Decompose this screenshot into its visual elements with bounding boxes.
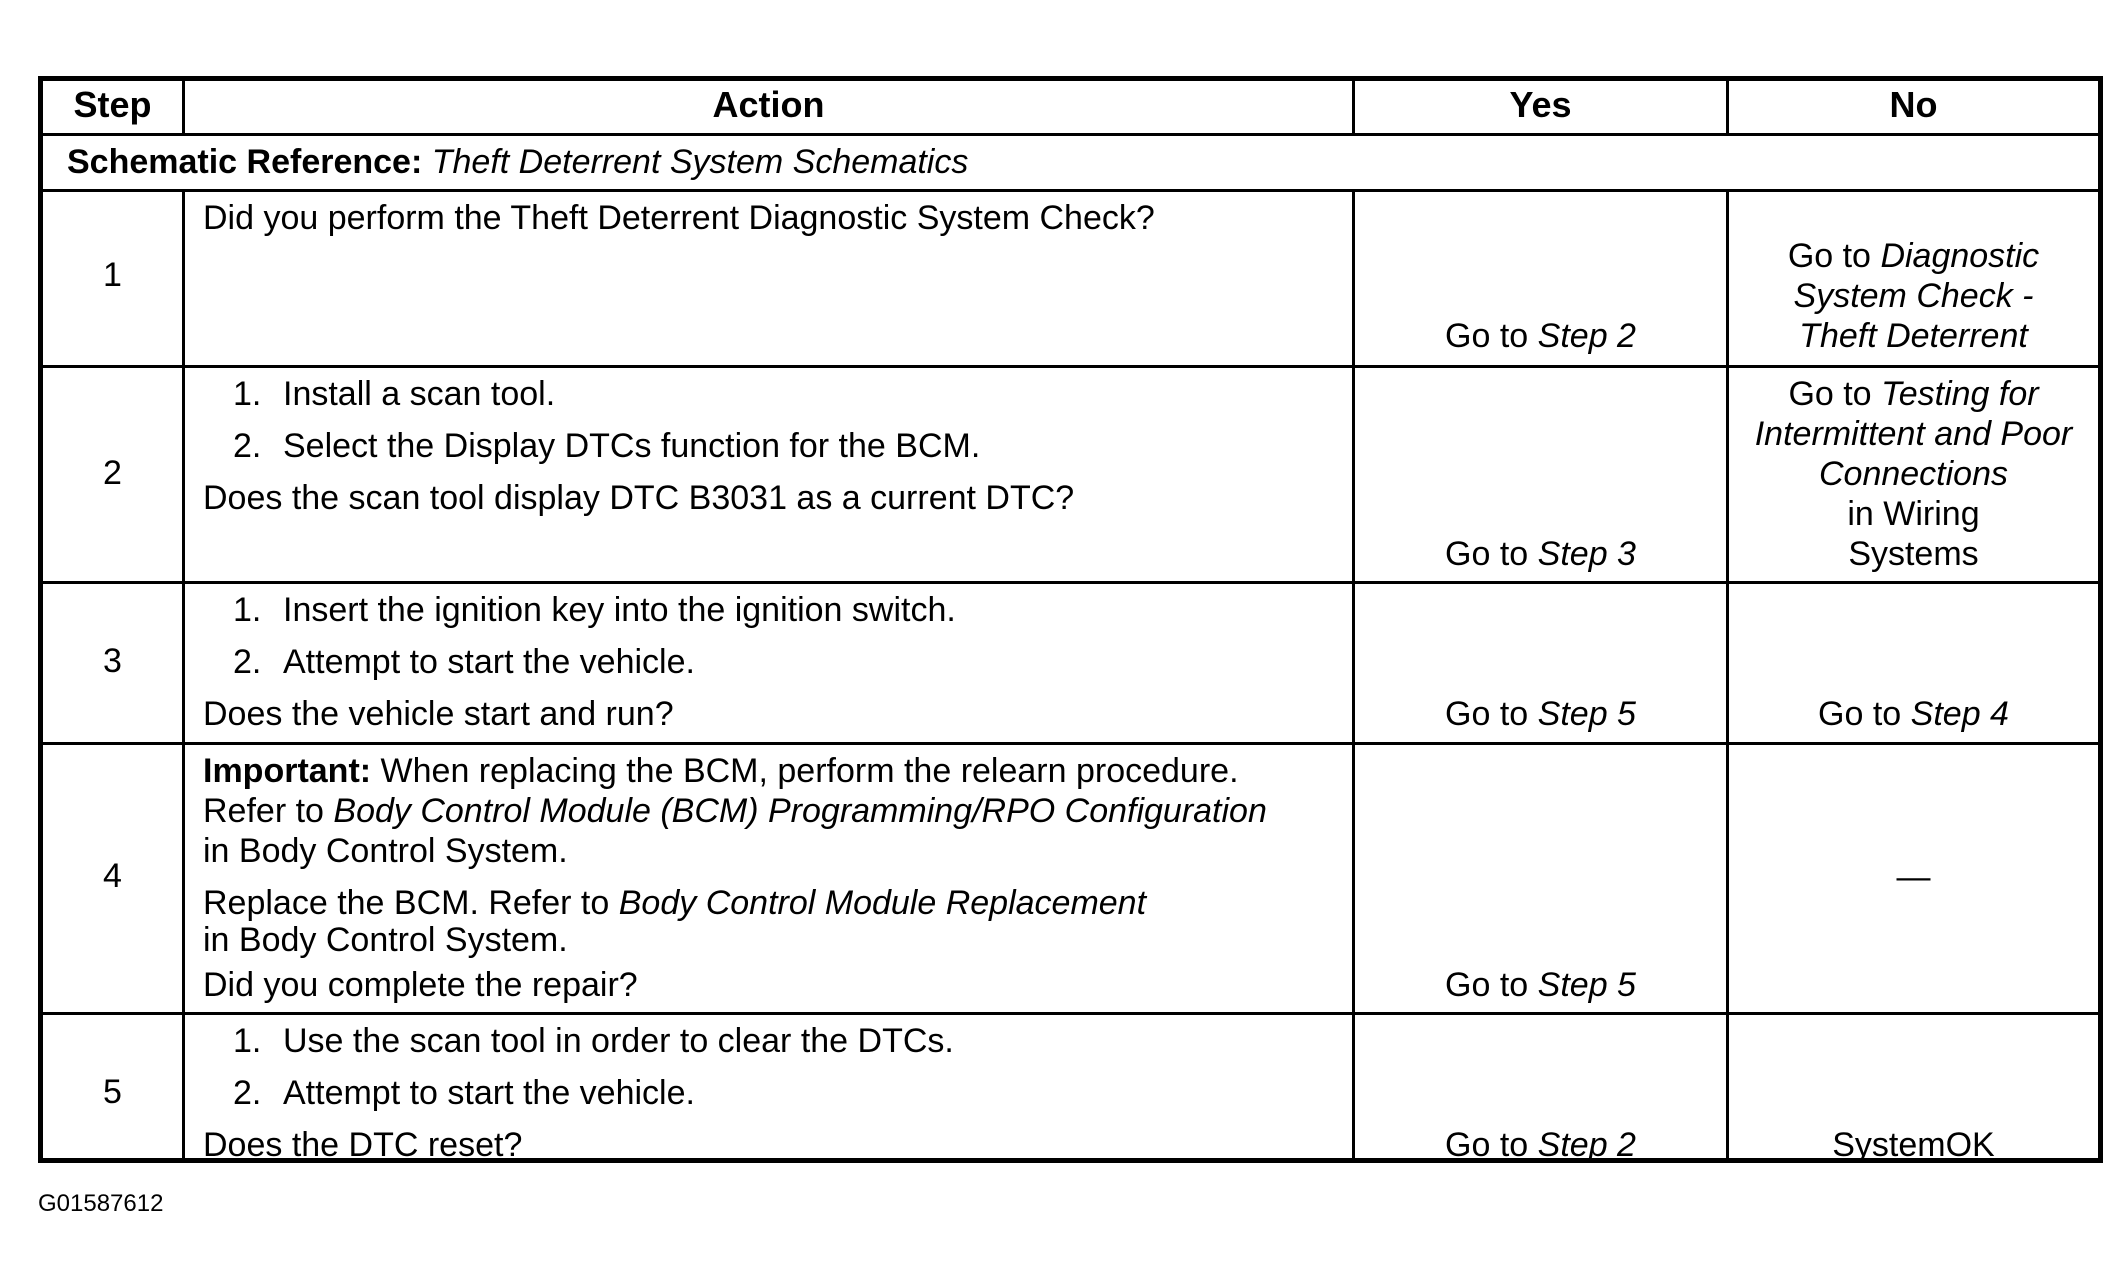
- replace-suffix: in Body Control System.: [203, 921, 568, 959]
- step-cell: [43, 584, 185, 742]
- action-question: Does the vehicle start and run?: [203, 695, 674, 733]
- schematic-reference-label: Schematic Reference:: [67, 143, 423, 181]
- header-no: No: [1889, 84, 1938, 125]
- yes-cell: [1355, 1015, 1729, 1164]
- goto-step-link[interactable]: Step 5: [1537, 695, 1636, 733]
- goto-prefix: Go to: [1445, 966, 1529, 1004]
- yes-goto: [1355, 534, 1726, 574]
- yes-goto: [1355, 694, 1726, 734]
- yes-goto: [1355, 316, 1726, 356]
- step-number: 1: [103, 256, 122, 294]
- yes-goto: [1355, 965, 1726, 1005]
- goto-link[interactable]: Testing for: [1881, 375, 2039, 413]
- step-number: 2: [103, 454, 122, 492]
- list-item: [203, 590, 1344, 630]
- goto-link-line[interactable]: System Check -: [1793, 277, 2034, 315]
- list-text: Select the Display DTCs function for the BCM.: [283, 427, 981, 465]
- header-step: Step: [43, 81, 185, 133]
- replace-line: [203, 883, 1344, 923]
- list-text: Insert the ignition key into the ignition switch.: [283, 591, 956, 629]
- goto-link-line[interactable]: Theft Deterrent: [1799, 317, 2028, 355]
- goto-link-line[interactable]: Connections: [1818, 455, 2008, 493]
- figure-id: G01587612: [38, 1190, 164, 1217]
- goto-step-link[interactable]: Step 2: [1537, 1126, 1636, 1164]
- refer-line: [203, 791, 1344, 831]
- diagnostic-table: [38, 76, 2103, 1163]
- action-cell: [185, 192, 1355, 365]
- table-row-step-3: [43, 584, 2098, 745]
- goto-link[interactable]: Diagnostic: [1880, 237, 2040, 275]
- step-cell: [43, 368, 185, 581]
- refer-link[interactable]: Body Control Module (BCM) Programming/RPO Configuration: [333, 792, 1267, 830]
- goto-prefix: Go to: [1445, 695, 1529, 733]
- table-row-step-5: [43, 1015, 2098, 1164]
- no-cell: [1729, 584, 2098, 742]
- goto-step-link[interactable]: Step 4: [1910, 695, 2009, 733]
- goto-link-line[interactable]: Intermittent and Poor: [1754, 415, 2073, 453]
- important-note: [203, 751, 1344, 791]
- step-number: 4: [103, 857, 122, 895]
- list-text: Attempt to start the vehicle.: [283, 643, 695, 681]
- step-cell: [43, 745, 185, 1012]
- yes-cell: [1355, 745, 1729, 1012]
- action-cell: [185, 745, 1355, 1012]
- goto-suffix-line: in Wiring: [1847, 495, 1980, 533]
- schematic-reference: [67, 142, 968, 182]
- refer-suffix: in Body Control System.: [203, 832, 568, 870]
- list-number: 1.: [233, 375, 262, 413]
- action-content: [203, 374, 1344, 518]
- yes-cell: [1355, 192, 1729, 365]
- list-item: [203, 1021, 1344, 1061]
- goto-prefix: Go to: [1788, 375, 1872, 413]
- goto-step-link[interactable]: Step 2: [1537, 317, 1636, 355]
- list-text: Install a scan tool.: [283, 375, 556, 413]
- schematic-reference-value: Theft Deterrent System Schematics: [431, 143, 969, 181]
- step-number: 5: [103, 1073, 122, 1111]
- no-result: SystemOK: [1832, 1126, 1995, 1164]
- header-action: Action: [185, 81, 1355, 133]
- action-content: [203, 590, 1344, 734]
- yes-goto: [1355, 1125, 1726, 1165]
- action-cell: [185, 584, 1355, 742]
- schematic-reference-row: [43, 136, 2098, 192]
- table-row-step-2: [43, 368, 2098, 584]
- no-dash: —: [1896, 858, 1931, 896]
- important-text: When replacing the BCM, perform the relearn procedure.: [380, 752, 1239, 790]
- no-goto: [1729, 236, 2098, 276]
- step-number: 3: [103, 642, 122, 680]
- list-item: [203, 426, 1344, 466]
- no-cell: [1729, 192, 2098, 365]
- list-text: Attempt to start the vehicle.: [283, 1074, 695, 1112]
- action-content: [203, 1021, 1344, 1165]
- no-cell: [1729, 1015, 2098, 1164]
- important-label: Important:: [203, 752, 372, 790]
- list-number: 1.: [233, 591, 262, 629]
- yes-cell: [1355, 584, 1729, 742]
- list-number: 2.: [233, 643, 262, 681]
- goto-prefix: Go to: [1445, 1126, 1529, 1164]
- replace-link[interactable]: Body Control Module Replacement: [618, 884, 1147, 922]
- list-number: 2.: [233, 427, 262, 465]
- no-cell: [1729, 745, 2098, 1012]
- goto-prefix: Go to: [1787, 237, 1871, 275]
- action-question: Does the DTC reset?: [203, 1126, 523, 1164]
- refer-prefix: Refer to: [203, 792, 324, 830]
- list-text: Use the scan tool in order to clear the DTCs.: [283, 1022, 954, 1060]
- action-question: Did you perform the Theft Deterrent Diagnostic System Check?: [203, 199, 1155, 237]
- list-item: [203, 1073, 1344, 1113]
- list-number: 1.: [233, 1022, 262, 1060]
- step-cell: [43, 1015, 185, 1158]
- no-cell: [1729, 368, 2098, 581]
- goto-step-link[interactable]: Step 3: [1537, 535, 1636, 573]
- table-row-step-4: [43, 745, 2098, 1015]
- action-content: [203, 751, 1344, 1005]
- list-item: [203, 642, 1344, 682]
- goto-suffix-line: Systems: [1848, 535, 1979, 573]
- action-question: Does the scan tool display DTC B3031 as a current DTC?: [203, 479, 1075, 517]
- header-yes: Yes: [1355, 81, 1729, 133]
- list-item: [203, 374, 1344, 414]
- table-header-row: [43, 81, 2098, 136]
- list-number: 2.: [233, 1074, 262, 1112]
- goto-prefix: Go to: [1818, 695, 1902, 733]
- replace-prefix: Replace the BCM. Refer to: [203, 884, 610, 922]
- no-goto: [1729, 694, 2098, 734]
- action-question: Did you complete the repair?: [203, 966, 638, 1004]
- yes-cell: [1355, 368, 1729, 581]
- goto-prefix: Go to: [1445, 317, 1529, 355]
- action-cell: [185, 1015, 1355, 1164]
- table-row-step-1: [43, 192, 2098, 368]
- action-cell: [185, 368, 1355, 581]
- goto-step-link[interactable]: Step 5: [1537, 966, 1636, 1004]
- step-cell: [43, 192, 185, 365]
- goto-prefix: Go to: [1445, 535, 1529, 573]
- no-goto: [1729, 374, 2098, 414]
